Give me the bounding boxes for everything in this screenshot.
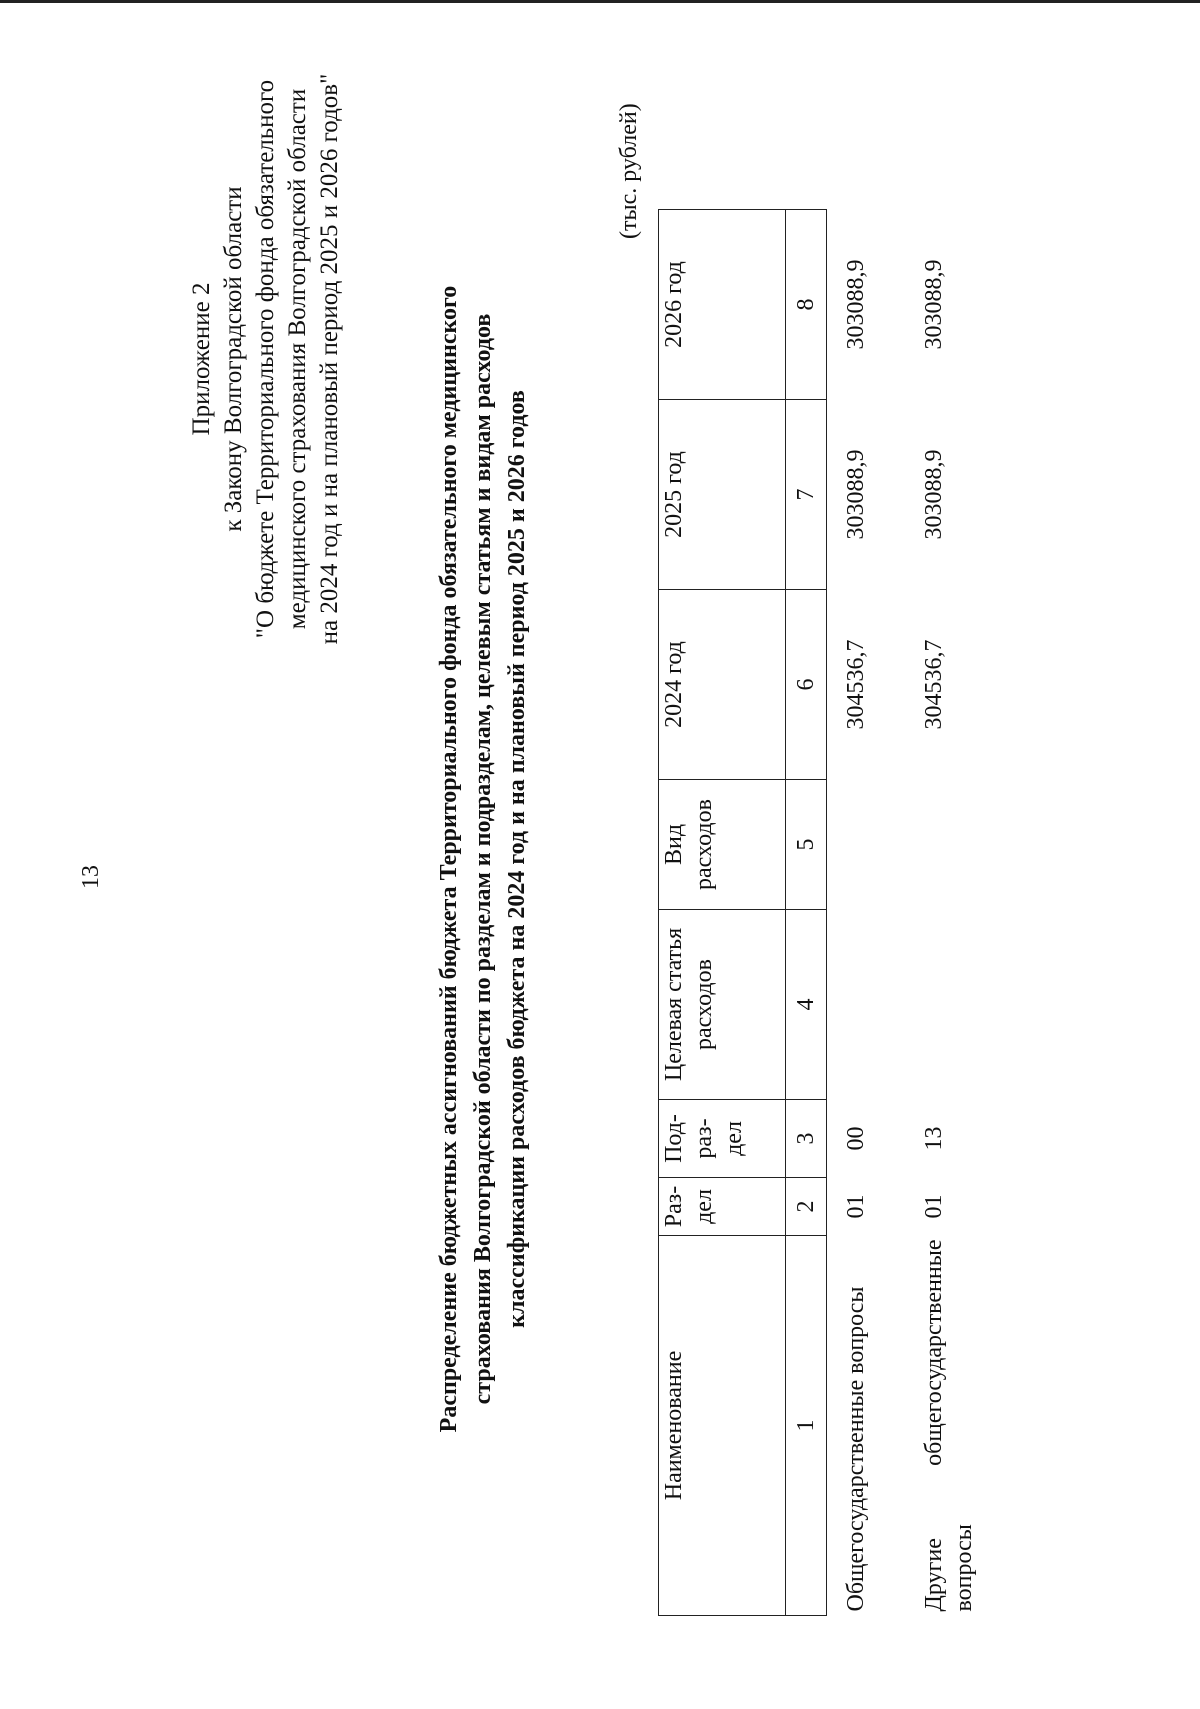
column-number: 6 (786, 590, 827, 780)
row-2025: 303088,9 (843, 449, 869, 540)
header-vr: Вид расходов (659, 780, 786, 910)
page-number: 13 (78, 865, 104, 889)
column-number: 4 (786, 910, 827, 1100)
appendix-line: медицинского страхования Волгоградской области (284, 88, 311, 630)
row-vr (905, 780, 983, 910)
unit-label: (тыс. рублей) (616, 103, 642, 239)
table-row (905, 210, 983, 1616)
column-number: 1 (786, 1236, 827, 1616)
heading-line: классификации расходов бюджета на 2024 год и на плановый период 2025 и 2026 годов (504, 390, 530, 1328)
header-name: Наименование (659, 1236, 786, 1616)
column-number: 7 (786, 400, 827, 590)
column-number: 8 (786, 210, 827, 400)
header-2024: 2024 год (659, 590, 786, 780)
row-podrazdel: 13 (921, 1126, 947, 1151)
header-csr: Целевая статья расходов (659, 910, 786, 1100)
row-name-part: Другие (921, 1538, 947, 1612)
row-2026: 303088,9 (921, 259, 947, 350)
row-csr (905, 910, 983, 1100)
header-podrazdel: Под-раз-дел (659, 1100, 786, 1178)
appendix-line: "О бюджете Территориального фонда обязательного (252, 79, 279, 639)
header-razdel: Раз-дел (659, 1178, 786, 1236)
row-name (827, 1236, 906, 1616)
row-2026: 303088,9 (843, 259, 869, 350)
row-razdel: 01 (921, 1194, 947, 1219)
row-name-part: Общегосударственные вопросы (843, 1286, 869, 1612)
column-number: 5 (786, 780, 827, 910)
row-2024: 304536,7 (921, 639, 947, 730)
row-name (905, 1236, 983, 1616)
row-vr (827, 780, 906, 910)
header-2025: 2025 год (659, 400, 786, 590)
appendix-title: Приложение 2 (188, 282, 215, 436)
row-podrazdel: 00 (843, 1126, 869, 1151)
table-row (827, 210, 906, 1616)
column-number: 3 (786, 1100, 827, 1178)
row-2024: 304536,7 (843, 639, 869, 730)
row-razdel: 01 (843, 1194, 869, 1219)
heading-line: Распределение бюджетных ассигнований бюджета Территориального фонда обязательного медицинского (436, 285, 462, 1433)
appendix-block (186, 0, 346, 1109)
document-heading (432, 159, 534, 1559)
row-2025: 303088,9 (921, 449, 947, 540)
header-2026: 2026 год (659, 210, 786, 400)
row-csr (827, 910, 906, 1100)
budget-table (658, 209, 983, 1616)
appendix-line: на 2024 год и на плановый период 2025 и 2026 годов" (316, 73, 343, 645)
appendix-line: к Закону Волгоградской области (220, 186, 247, 532)
row-name-part: вопросы (951, 1524, 977, 1612)
row-name-part: общегосударственные (921, 1239, 947, 1466)
heading-line: страхования Волгоградской области по разделам и подразделам, целевым статьям и видам расходов (470, 313, 496, 1405)
column-number: 2 (786, 1178, 827, 1236)
